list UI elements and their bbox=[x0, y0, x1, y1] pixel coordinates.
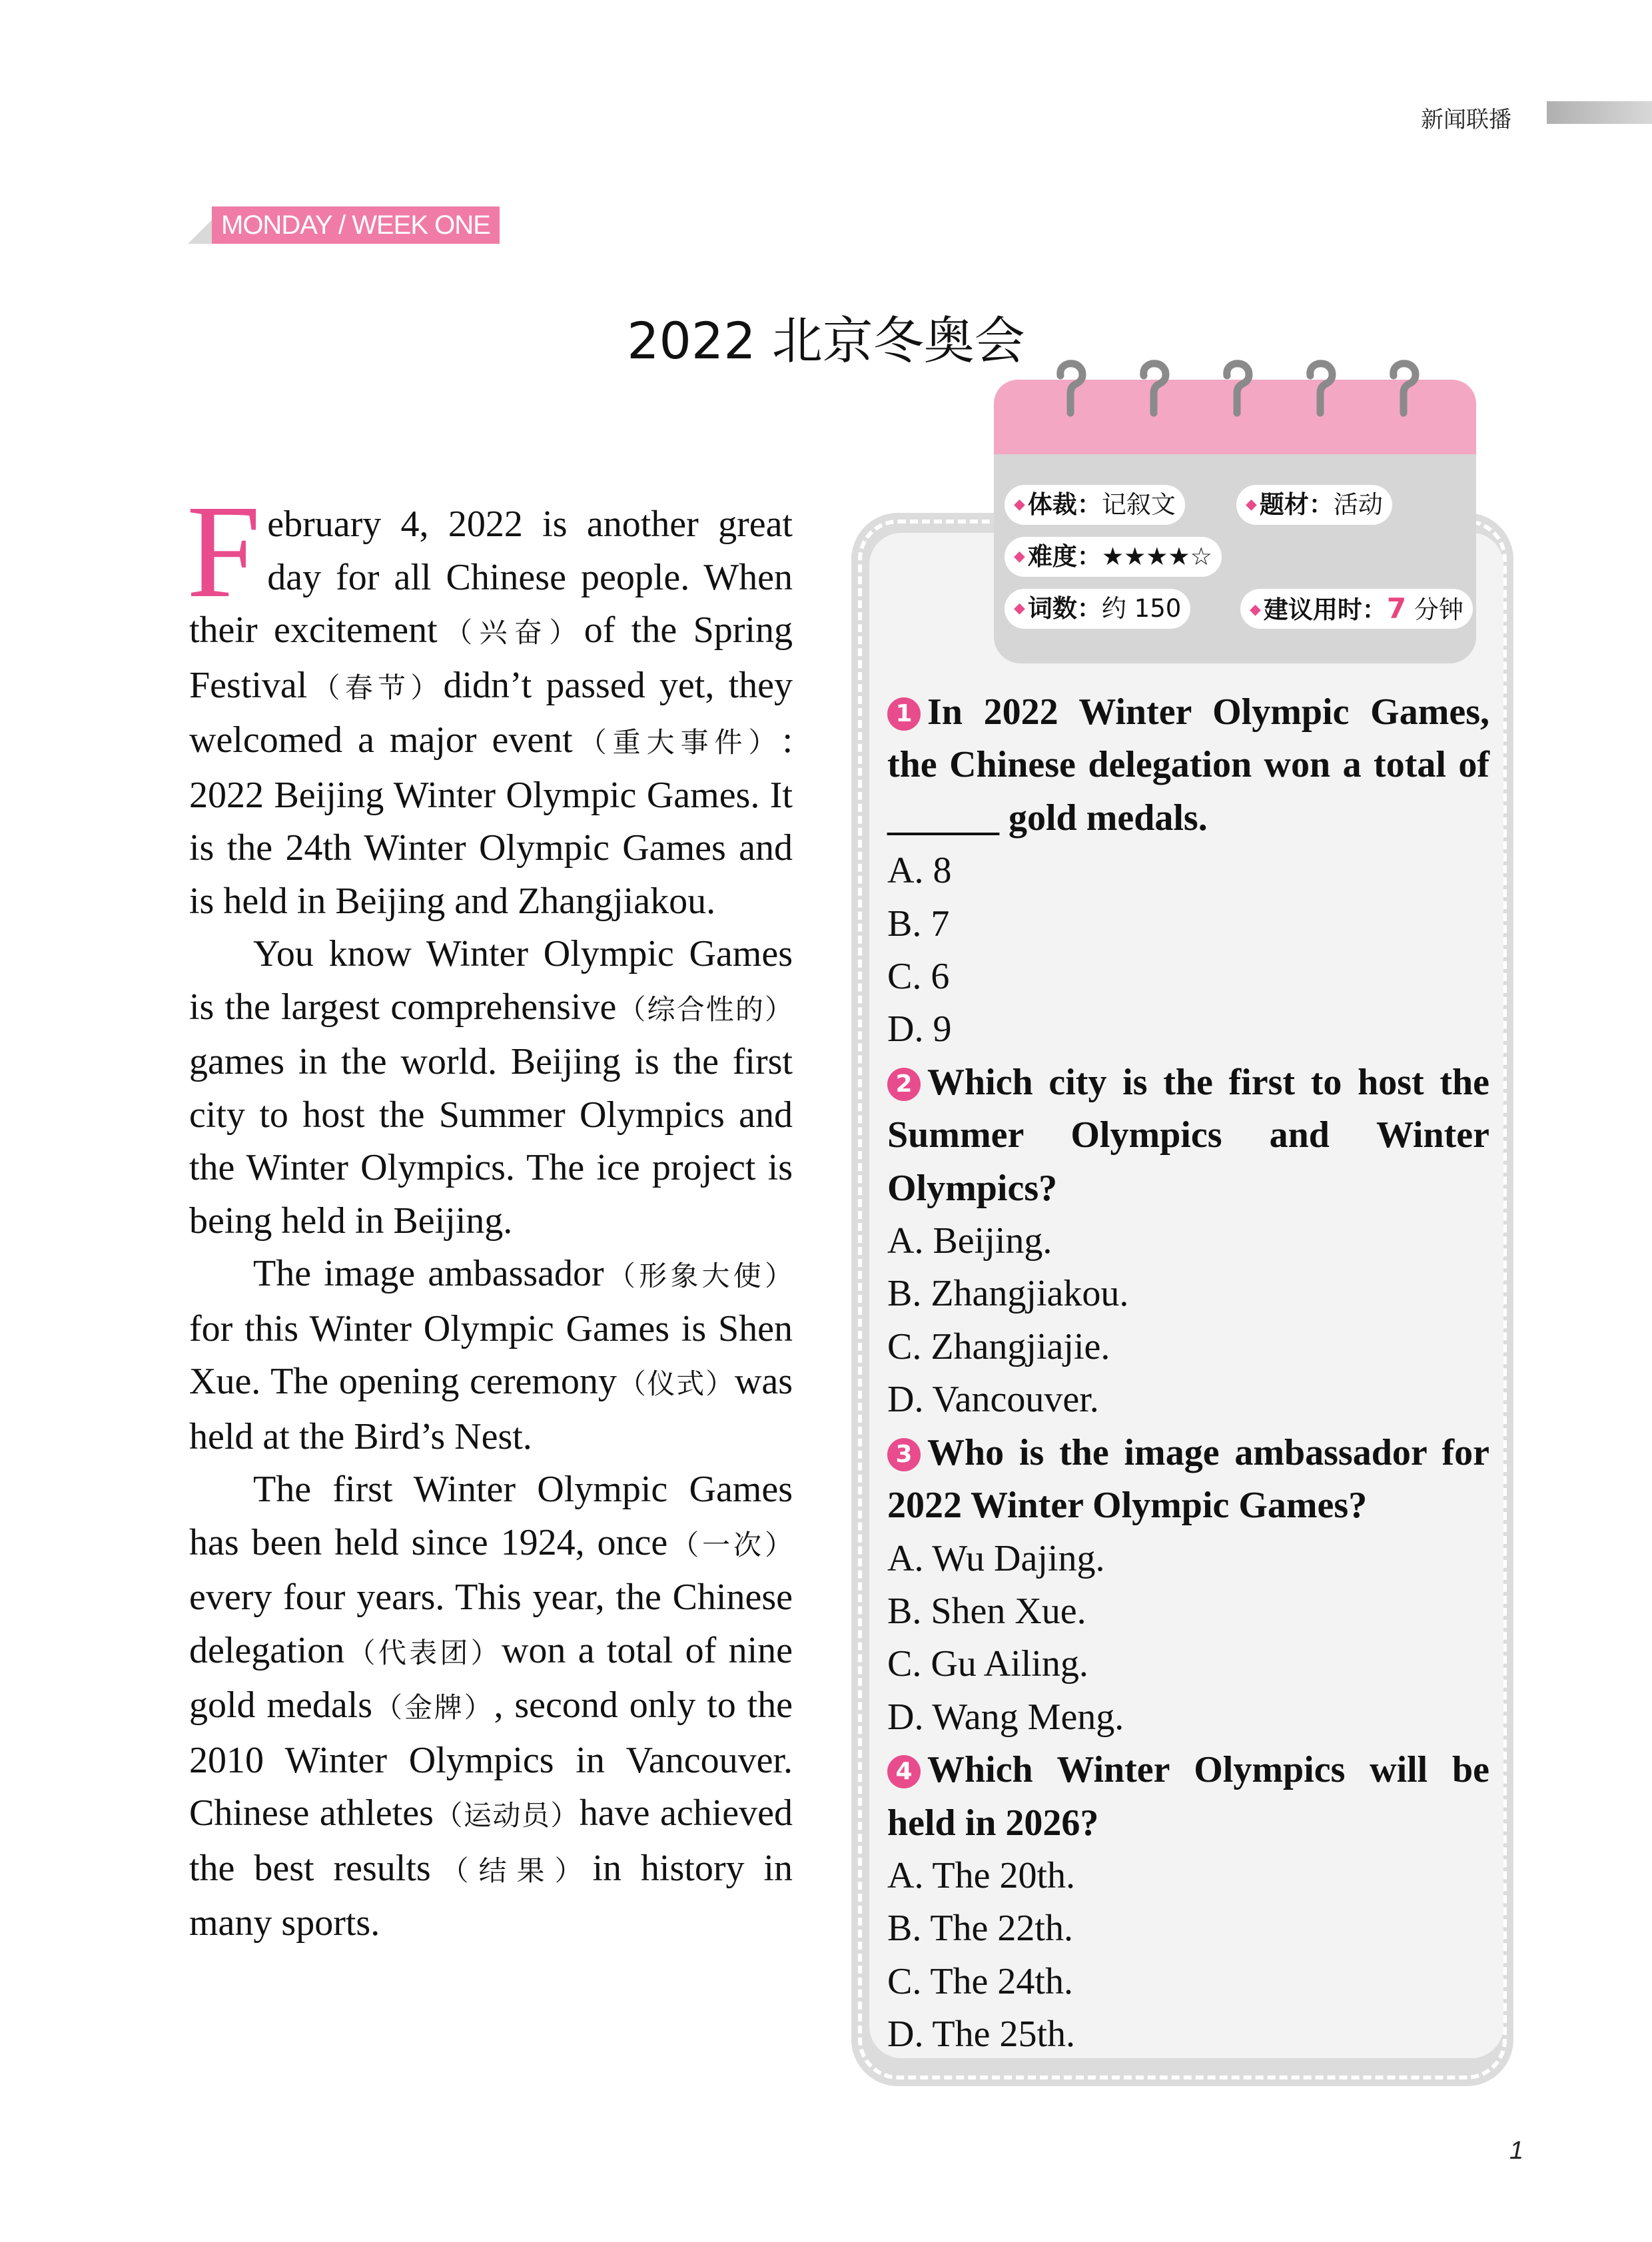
section-label: 新闻联播 bbox=[1421, 107, 1511, 133]
header-bar-decoration bbox=[1547, 101, 1652, 124]
chinese-gloss: （综合性的） bbox=[616, 992, 793, 1026]
diamond-icon: ◆ bbox=[1014, 600, 1025, 617]
question-text: In 2022 Winter Olympic Games, the Chinese delegation won a total of ______ gold medals. bbox=[887, 691, 1489, 839]
page-title: 2022 北京冬奥会 bbox=[627, 310, 1025, 370]
article-text: games in the world. Beijing is the first city to host the Summer Olympics and the Winter Olympics. The ice project is being held in Beijing. bbox=[189, 1041, 793, 1242]
answer-option: B. Zhangjiakou. bbox=[887, 1273, 1129, 1315]
diamond-icon: ◆ bbox=[1246, 496, 1257, 513]
answer-option: C. Zhangjiajie. bbox=[887, 1325, 1110, 1367]
time-info bbox=[1240, 589, 1473, 629]
chinese-gloss: （金牌） bbox=[372, 1691, 494, 1724]
answer-option: C. The 24th. bbox=[887, 1960, 1073, 2002]
answer-option: A. The 20th. bbox=[887, 1854, 1076, 1896]
difficulty-info bbox=[1005, 537, 1222, 577]
ring-icon bbox=[1136, 360, 1172, 421]
diamond-icon: ◆ bbox=[1014, 548, 1025, 565]
answer-option: A. Beijing. bbox=[887, 1220, 1052, 1262]
answer-option: C. Gu Ailing. bbox=[887, 1643, 1088, 1685]
topic-label: 题材： bbox=[1259, 490, 1334, 519]
article-text: every four years. This year, the Chinese delegation bbox=[189, 1577, 793, 1671]
chinese-gloss: （运动员） bbox=[433, 1799, 580, 1832]
ring-icon bbox=[1386, 360, 1422, 421]
answer-option: C. 6 bbox=[887, 956, 950, 998]
ring-icon bbox=[1302, 360, 1338, 421]
answer-option: A. Wu Dajing. bbox=[887, 1537, 1105, 1579]
topic-info bbox=[1236, 485, 1392, 525]
genre-value: 记叙文 bbox=[1101, 490, 1176, 519]
answer-option: A. 8 bbox=[887, 850, 952, 892]
difficulty-label: 难度： bbox=[1027, 542, 1102, 571]
chinese-gloss: （春节） bbox=[307, 671, 444, 704]
answer-option: B. 7 bbox=[887, 903, 950, 944]
article-text: The image ambassador bbox=[253, 1253, 604, 1294]
chinese-gloss: （结果） bbox=[430, 1854, 593, 1887]
article-text: , second only to the 2010 Winter Olympics in Vancouver. Chinese athletes bbox=[189, 1684, 793, 1834]
topic-value: 活动 bbox=[1333, 490, 1383, 519]
page-number: 1 bbox=[1509, 2137, 1524, 2165]
article-text: have achieved the best results bbox=[189, 1792, 793, 1889]
article-text: didn’t passed yet, they welcomed a major event bbox=[189, 664, 793, 761]
article-text: ebruary 4, 2022 is another great day for all Chinese people. When their excitement bbox=[189, 504, 793, 651]
word-count-value: 约 150 bbox=[1101, 594, 1182, 623]
time-unit: 分钟 bbox=[1406, 595, 1463, 624]
quiz-question bbox=[887, 1056, 1489, 1215]
difficulty-stars: ★★★★☆ bbox=[1101, 542, 1212, 571]
question-number-badge: 4 bbox=[887, 1755, 921, 1788]
question-text: Who is the image ambassador for 2022 Winter Olympic Games? bbox=[887, 1431, 1489, 1527]
question-number-badge: 1 bbox=[887, 697, 921, 731]
chinese-gloss: （重大事件） bbox=[572, 726, 783, 759]
question-text: Which Winter Olympics will be held in 2026? bbox=[887, 1749, 1489, 1844]
chinese-gloss: （形象大使） bbox=[604, 1260, 793, 1292]
article-text: in history in many sports. bbox=[189, 1847, 793, 1944]
word-count-label: 词数： bbox=[1027, 594, 1102, 623]
article-text: : 2022 Beijing Winter Olympic Games. It is the 24th Winter Olympic Games and is held in Beijing and Zhangjiakou. bbox=[189, 719, 793, 922]
article-paragraph bbox=[189, 1463, 793, 1950]
answer-option: D. Vancouver. bbox=[887, 1379, 1099, 1421]
article-paragraph bbox=[189, 928, 793, 1248]
article-text: was held at the Bird’s Nest. bbox=[189, 1361, 793, 1457]
article-paragraph bbox=[187, 478, 793, 928]
quiz-question bbox=[887, 1744, 1489, 1850]
chinese-gloss: （仪式） bbox=[616, 1367, 735, 1400]
time-label: 建议用时： bbox=[1263, 595, 1387, 624]
quiz-question bbox=[887, 686, 1489, 845]
word-count-info bbox=[1005, 589, 1190, 629]
diamond-icon: ◆ bbox=[1250, 601, 1261, 618]
genre-label: 体裁： bbox=[1027, 490, 1102, 519]
article-text: You know Winter Olympic Games is the largest comprehensive bbox=[189, 933, 793, 1028]
week-tag-label: MONDAY / WEEK ONE bbox=[212, 206, 500, 244]
ring-icon bbox=[1219, 360, 1255, 421]
quiz-question bbox=[887, 1427, 1489, 1533]
chinese-gloss: （代表团） bbox=[344, 1636, 502, 1669]
drop-cap: F bbox=[187, 478, 261, 625]
chinese-gloss: （一次） bbox=[667, 1528, 793, 1561]
genre-info bbox=[1005, 485, 1185, 525]
question-number-badge: 2 bbox=[887, 1068, 921, 1101]
question-number-badge: 3 bbox=[887, 1438, 921, 1471]
answer-option: D. The 25th. bbox=[887, 2014, 1076, 2055]
article-text: The first Winter Olympic Games has been held since 1924, once bbox=[189, 1469, 793, 1563]
question-text: Which city is the first to host the Summer Olympics and Winter Olympics? bbox=[887, 1061, 1489, 1209]
article-text: of the Spring Festival bbox=[189, 609, 793, 706]
ring-icon bbox=[1052, 360, 1088, 421]
answer-option: B. Shen Xue. bbox=[887, 1590, 1086, 1632]
article-body bbox=[187, 478, 793, 1950]
quiz-questions bbox=[887, 686, 1489, 2061]
time-number: 7 bbox=[1386, 592, 1407, 625]
answer-option: D. Wang Meng. bbox=[887, 1696, 1124, 1738]
article-paragraph bbox=[189, 1248, 793, 1463]
answer-option: B. The 22th. bbox=[887, 1908, 1073, 1950]
article-text: for this Winter Olympic Games is Shen Xue. The opening ceremony bbox=[189, 1308, 793, 1402]
week-tag-triangle bbox=[188, 220, 212, 244]
diamond-icon: ◆ bbox=[1014, 496, 1025, 513]
article-text: won a total of nine gold medals bbox=[189, 1629, 793, 1726]
answer-option: D. 9 bbox=[887, 1008, 952, 1050]
chinese-gloss: （兴奋） bbox=[437, 616, 584, 649]
week-tag bbox=[188, 206, 500, 244]
